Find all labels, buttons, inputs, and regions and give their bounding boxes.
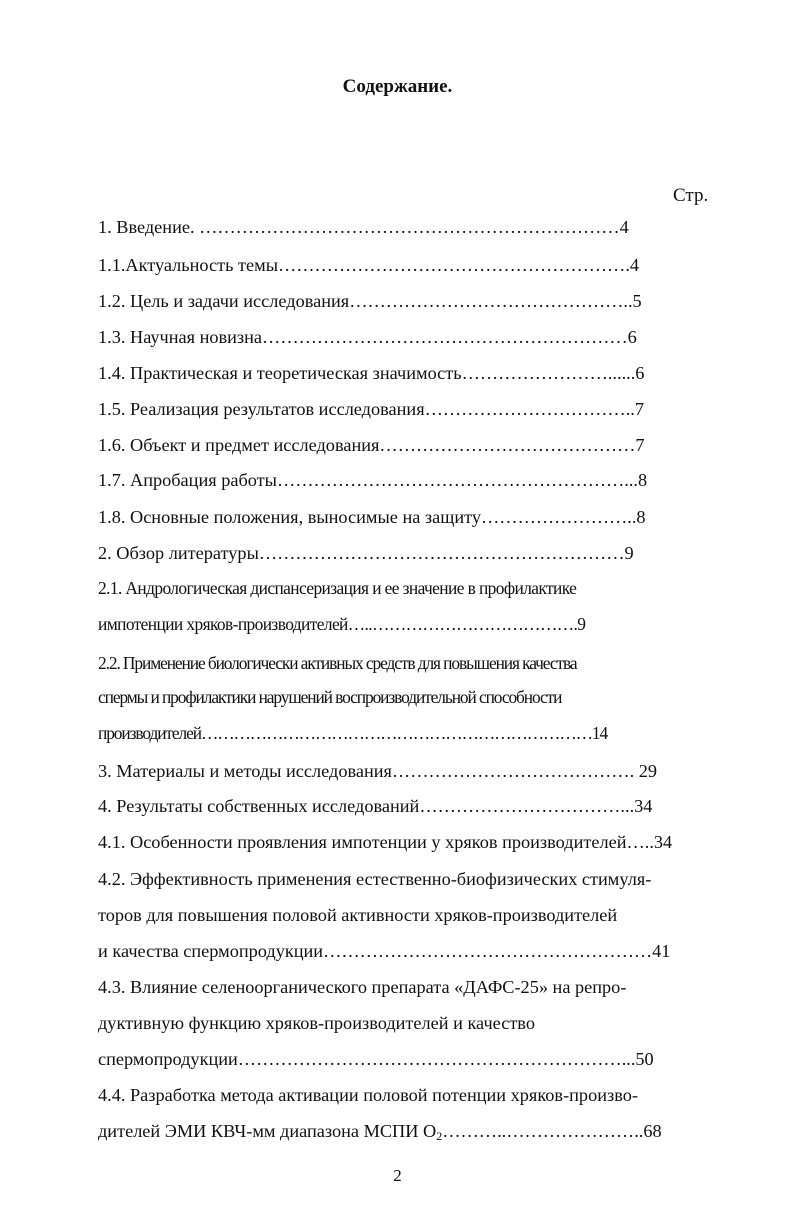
toc-line: 1.8. Основные положения, выносимые на защиту……………………..8	[98, 507, 646, 527]
toc-line: 1.2. Цель и задачи исследования………………………………………..5	[98, 291, 642, 311]
toc-line: импотенции хряков-производителей…..……………………………….9	[98, 614, 586, 634]
toc-line: 1.1.Актуальность темы………………………………………………….4	[98, 255, 640, 275]
page-number: 2	[393, 1166, 402, 1185]
toc-line: производителей………………………………………………………………14	[98, 723, 608, 743]
toc-line-tail: ………..…………………..68	[442, 1121, 662, 1141]
toc-line: и качества спермопродукции………………………………………………41	[98, 941, 671, 961]
toc-line: 2. Обзор литературы……………………………………………………9	[98, 543, 634, 563]
toc-line: 2.2. Применение биологически активных средств для повышения качества	[98, 653, 577, 673]
toc-line: 1.6. Объект и предмет исследования……………………………………7	[98, 435, 645, 455]
toc-line: 1.7. Апробация работы…………………………………………………...8	[98, 470, 648, 490]
toc-line: 4.2. Эффективность применения естественно-биофизических стимуля-	[98, 869, 652, 889]
toc-line: торов для повышения половой активности хряков-производителей	[98, 905, 618, 925]
toc-line: 4.4. Разработка метода активации половой потенции хряков-произво-	[98, 1085, 638, 1105]
toc-line: 3. Материалы и методы исследования…………………………………. 29	[98, 761, 658, 781]
toc-line: спермопродукции………………………………………………………...50	[98, 1049, 654, 1069]
toc-line: 1.4. Практическая и теоретическая значимость……………………......6	[98, 363, 645, 383]
toc-line: 2.1. Андрологическая диспансеризация и ее значение в профилактике	[98, 578, 577, 598]
toc-line: спермы и профилактики нарушений воспроизводительной способности	[98, 687, 562, 707]
page-column-label: Стр.	[673, 185, 709, 206]
toc-line	[98, 1120, 710, 1147]
toc-line: 1.3. Научная новизна……………………………………………………6	[98, 327, 637, 347]
toc-line: 4.3. Влияние селеноорганического препарата «ДАФС-25» на репро-	[98, 977, 627, 997]
page-title: Содержание.	[342, 76, 453, 97]
toc-line: 4.1. Особенности проявления импотенции у хряков производителей…..34	[98, 832, 673, 852]
toc-line-text: дителей ЭМИ КВЧ-мм диапазона МСПИ О	[98, 1121, 437, 1141]
subscript-2: 2	[436, 1129, 443, 1143]
toc-line: 1. Введение. ……………………………………………………………4	[98, 217, 629, 237]
toc-line: 4. Результаты собственных исследований……………………………...34	[98, 796, 653, 816]
toc-line: 1.5. Реализация результатов исследования……………………………..7	[98, 399, 644, 419]
toc-line: дуктивную функцию хряков-производителей и качество	[98, 1013, 535, 1033]
